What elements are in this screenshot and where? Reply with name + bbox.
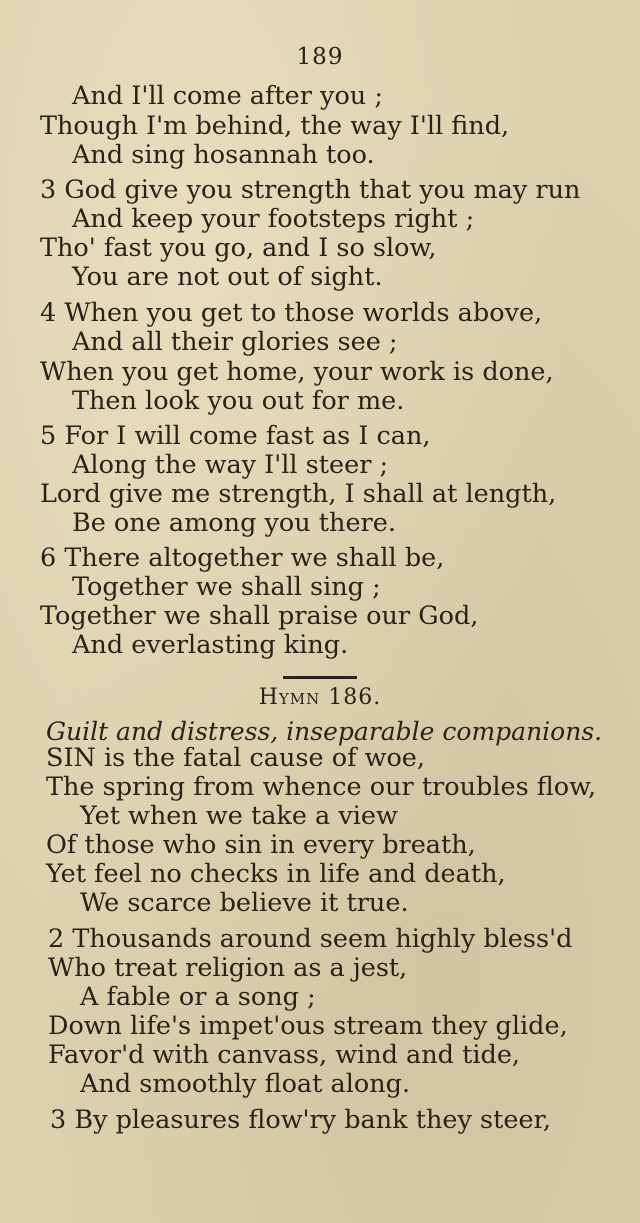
verse-line: And sing hosannah too. [72,140,375,170]
verse-line: Be one among you there. [72,508,396,538]
verse-line: Together we shall sing ; [72,572,381,602]
verse-line: Yet when we take a view [80,801,398,831]
verse-line: And keep your footsteps right ; [72,204,475,234]
hymn-title: Hymn 186. [258,685,382,710]
verse-line: Favor'd with canvass, wind and tide, [48,1040,521,1070]
verse-line: When you get home, your work is done, [40,357,554,387]
verse-line: Together we shall praise our God, [40,601,479,631]
verse-line: And I'll come after you ; [72,81,383,111]
verse-line: Who treat religion as a jest, [48,953,408,983]
verse-line: You are not out of sight. [72,262,383,292]
verse-line: The spring from whence our troubles flow, [46,772,597,802]
verse-line: Down life's impet'ous stream they glide, [48,1011,568,1041]
verse-line: And all their glories see ; [72,327,398,357]
verse-line: Of those who sin in every breath, [46,830,476,860]
verse-line: We scarce believe it true. [80,888,409,918]
verse-line: 4 When you get to those worlds above, [40,298,543,328]
verse-line: Though I'm behind, the way I'll find, [40,111,510,141]
verse-line: A fable or a song ; [80,982,316,1012]
verse-line: Tho' fast you go, and I so slow, [40,233,437,263]
verse-line: 3 By pleasures flow'ry bank they steer, [50,1105,552,1135]
verse-line: 5 For I will come fast as I can, [40,421,431,451]
verse-line: 2 Thousands around seem highly bless'd [48,924,573,954]
verse-line: 6 There altogether we shall be, [40,543,445,573]
verse-line: 3 God give you strength that you may run [40,175,581,205]
verse-line: Along the way I'll steer ; [72,450,389,480]
verse-line: Then look you out for me. [72,386,405,416]
verse-line: SIN is the fatal cause of woe, [46,743,425,773]
hymn-subtitle: Guilt and distress, inseparable companions. [46,717,603,746]
section-divider [283,676,357,679]
page-number: 189 [296,44,344,70]
verse-line: And smoothly float along. [80,1069,411,1099]
verse-line: Lord give me strength, I shall at length, [40,479,557,509]
verse-line: And everlasting king. [72,630,349,660]
verse-line: Yet feel no checks in life and death, [46,859,506,889]
